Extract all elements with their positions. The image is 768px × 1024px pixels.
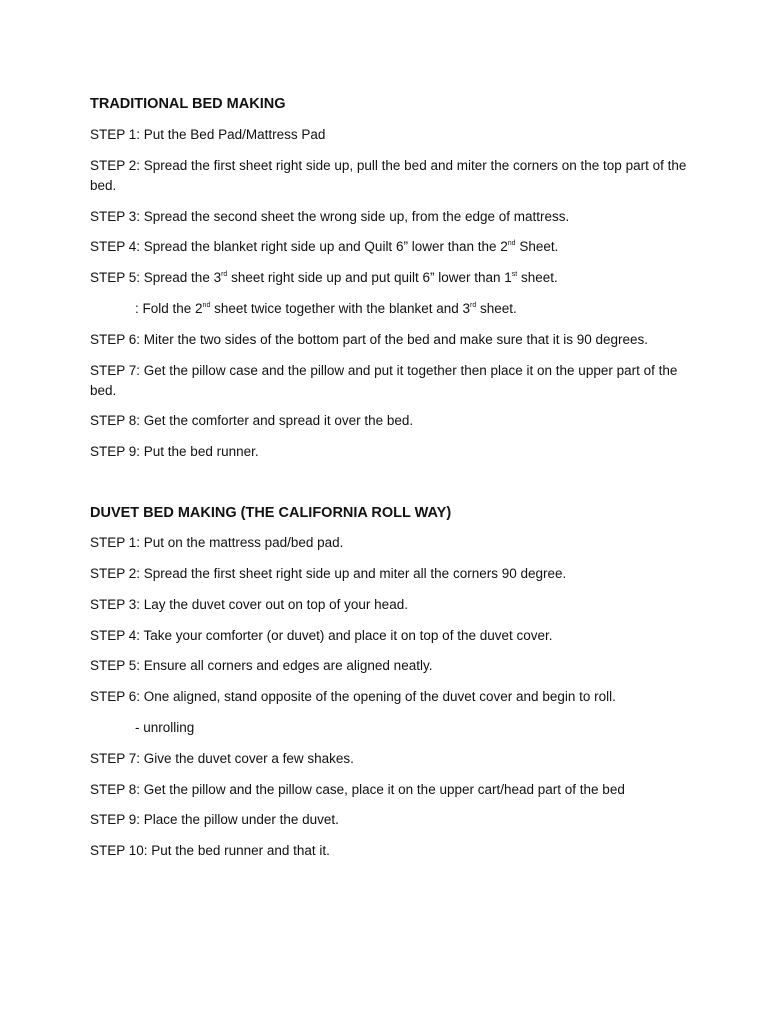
step-text: STEP 7: Give the duvet cover a few shakes. xyxy=(90,750,354,766)
step-text: STEP 9: Place the pillow under the duvet. xyxy=(90,812,339,828)
step-item xyxy=(90,810,690,830)
step-item xyxy=(90,330,690,350)
step-note xyxy=(90,299,690,319)
step-text: STEP 8: Get the comforter and spread it over the bed. xyxy=(90,413,414,429)
traditional-bed-making-section xyxy=(90,94,690,462)
step-note xyxy=(90,718,690,738)
step-text: STEP 6: Miter the two sides of the bottom part of the bed and make sure that it is 90 degrees. xyxy=(90,331,649,347)
step-text: : Fold the 2 xyxy=(135,300,203,316)
step-text: STEP 6: One aligned, stand opposite of the opening of the duvet cover and begin to roll. xyxy=(90,689,616,705)
step-item xyxy=(90,533,690,553)
document-page xyxy=(90,94,690,872)
step-item xyxy=(90,841,690,861)
step-text: STEP 1: Put on the mattress pad/bed pad. xyxy=(90,535,344,551)
step-list xyxy=(90,533,690,861)
step-text: sheet twice together with the blanket and 3 xyxy=(210,300,471,316)
step-text: STEP 8: Get the pillow and the pillow case, place it on the upper cart/head part of the bed xyxy=(90,781,625,797)
step-text: STEP 4: Spread the blanket right side up and Quilt 6” lower than the 2 xyxy=(90,239,508,255)
step-text: sheet. xyxy=(476,300,517,316)
step-text: STEP 2: Spread the first sheet right side up and miter all the corners 90 degree. xyxy=(90,565,567,581)
step-item xyxy=(90,268,690,288)
step-item xyxy=(90,687,690,707)
step-text: sheet right side up and put quilt 6” lower than 1 xyxy=(227,270,512,286)
step-text: STEP 4: Take your comforter (or duvet) and place it on top of the duvet cover. xyxy=(90,627,553,643)
duvet-bed-making-section xyxy=(90,503,690,861)
step-text: STEP 3: Lay the duvet cover out on top of your head. xyxy=(90,596,408,612)
ordinal-suffix: st xyxy=(511,271,518,279)
step-text: STEP 3: Spread the second sheet the wrong side up, from the edge of mattress. xyxy=(90,208,570,224)
step-text: sheet. xyxy=(517,270,558,286)
step-item xyxy=(90,595,690,615)
step-text: STEP 10: Put the bed runner and that it. xyxy=(90,843,330,859)
step-list xyxy=(90,125,690,462)
step-text: STEP 9: Put the bed runner. xyxy=(90,444,259,460)
step-text: STEP 1: Put the Bed Pad/Mattress Pad xyxy=(90,127,326,142)
ordinal-suffix: rd xyxy=(470,301,477,309)
step-item xyxy=(90,156,690,196)
step-text: STEP 2: Spread the first sheet right side up, pull the bed and miter the corners on the top part of the bed. xyxy=(90,157,687,193)
step-item xyxy=(90,237,690,257)
step-item xyxy=(90,442,690,462)
section-heading: TRADITIONAL BED MAKING xyxy=(90,96,286,112)
step-text: Sheet. xyxy=(515,239,559,255)
step-text: STEP 5: Ensure all corners and edges are aligned neatly. xyxy=(90,658,433,674)
step-text: STEP 5: Spread the 3 xyxy=(90,270,222,286)
ordinal-suffix: nd xyxy=(507,240,516,248)
section-heading: DUVET BED MAKING (THE CALIFORNIA ROLL WAY) xyxy=(90,505,452,522)
step-item xyxy=(90,780,690,800)
step-item xyxy=(90,626,690,646)
ordinal-suffix: nd xyxy=(202,301,211,309)
step-item xyxy=(90,125,690,145)
step-text: STEP 7: Get the pillow case and the pillow and put it together then place it on the upper part of the bed. xyxy=(90,362,678,398)
step-item xyxy=(90,749,690,769)
ordinal-suffix: rd xyxy=(221,271,228,279)
step-text: - unrolling xyxy=(135,719,195,735)
step-item xyxy=(90,564,690,584)
step-item xyxy=(90,411,690,431)
step-item xyxy=(90,207,690,227)
step-item xyxy=(90,361,690,401)
step-item xyxy=(90,656,690,676)
